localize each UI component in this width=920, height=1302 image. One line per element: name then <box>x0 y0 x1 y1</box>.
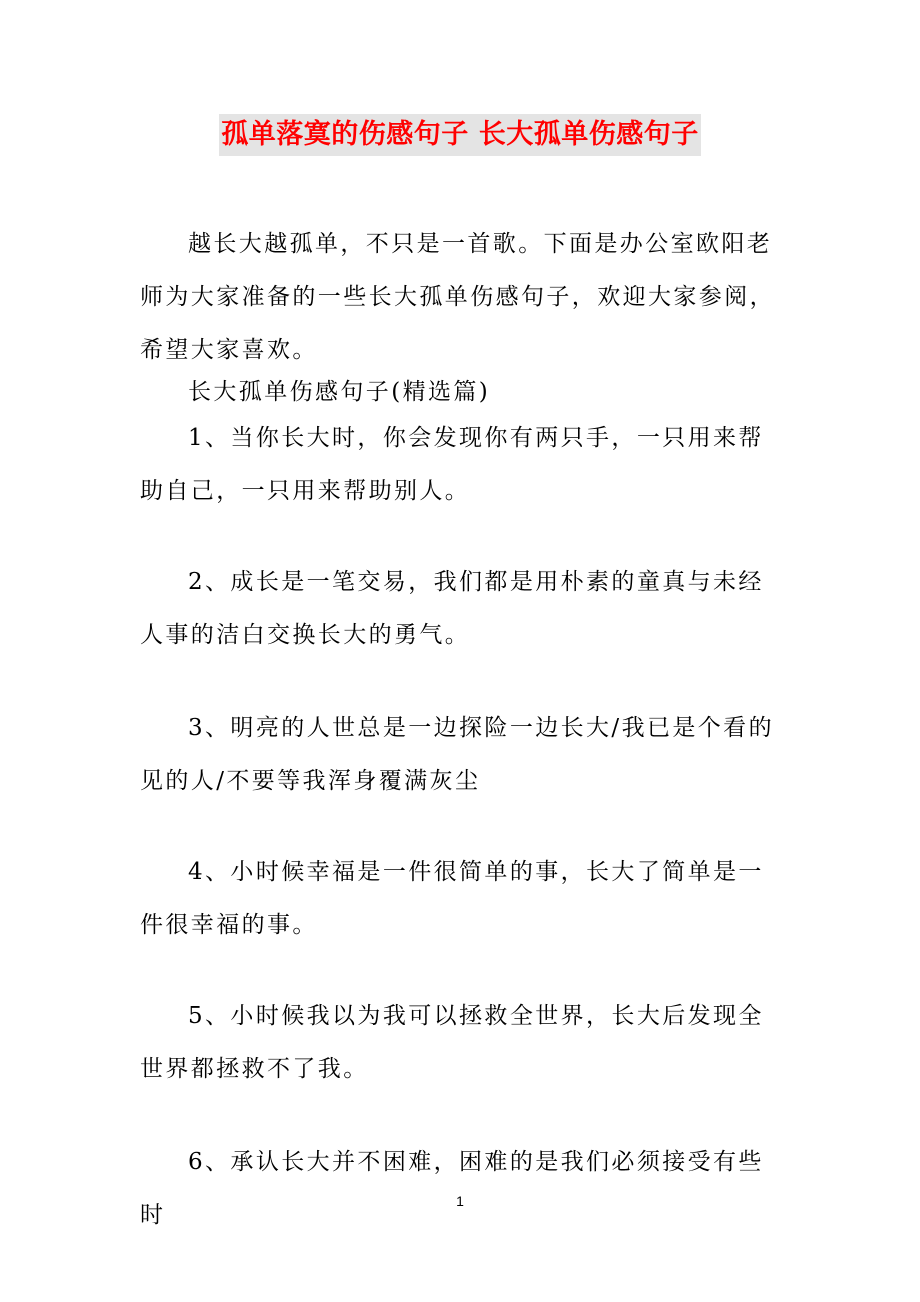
document-title: 孤单落寞的伤感句子 长大孤单伤感句子 <box>219 114 700 156</box>
list-item: 3、明亮的人世总是一边探险一边长大/我已是个看的见的人/不要等我浑身覆满灰尘 <box>140 715 774 794</box>
section-heading: 长大孤单伤感句子(精选篇) <box>188 379 491 405</box>
list-item: 2、成长是一笔交易，我们都是用朴素的童真与未经人事的洁白交换长大的勇气。 <box>140 569 764 648</box>
list-item: 1、当你长大时，你会发现你有两只手，一只用来帮助自己，一只用来帮助别人。 <box>140 425 764 504</box>
list-item: 6、承认长大并不困难，困难的是我们必须接受有些时 <box>140 1149 764 1228</box>
title-container <box>0 114 920 156</box>
page-number: 1 <box>456 1193 464 1209</box>
list-item: 5、小时候我以为我可以拯救全世界，长大后发现全世界都拯救不了我。 <box>140 1003 764 1082</box>
intro-paragraph: 越长大越孤单，不只是一首歌。下面是办公室欧阳老师为大家准备的一些长大孤单伤感句子，欢迎大家参阅，希望大家喜欢。 <box>140 231 775 363</box>
list-item: 4、小时候幸福是一件很简单的事，长大了简单是一件很幸福的事。 <box>140 859 764 938</box>
